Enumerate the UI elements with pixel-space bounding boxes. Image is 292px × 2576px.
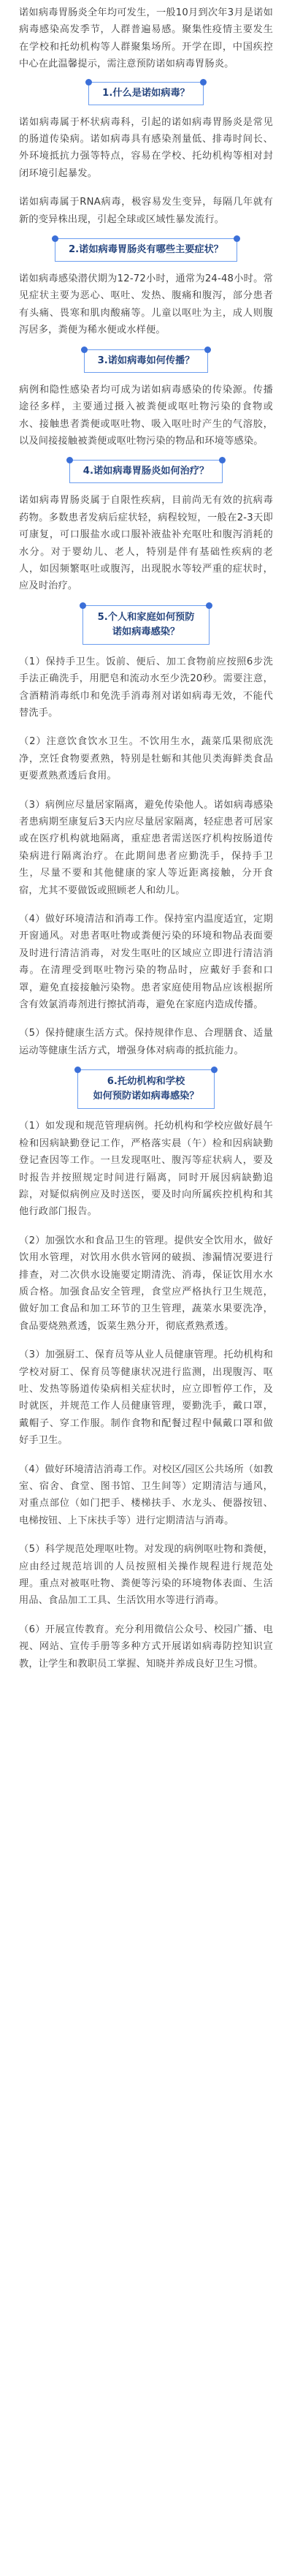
- intro-paragraph: 诺如病毒胃肠炎全年均可发生，一般10月到次年3月是诺如病毒感染高发季节，人群普遍易感。聚集性疫情主要发生在学校和托幼机构等人群聚集场所。开学在即，中国疾控中心在此温馨提示，需注意预防诺如病毒胃肠炎。: [19, 7, 273, 70]
- heading-text: 2.诺如病毒胃肠炎有哪些主要症状？: [69, 244, 223, 256]
- paragraph: 诺如病毒属于杯状病毒科，引起的诺如病毒胃肠炎是常见的肠道传染病。诺如病毒具有感染剂量低、排毒时间长、外环境抵抗力强等特点，容易在学校、托幼机构等相对封闭环境引起暴发。: [19, 116, 273, 179]
- heading-text: 4.诺如病毒胃肠炎如何治疗？: [82, 466, 210, 477]
- paragraph: （1）保持手卫生。饭前、便后、加工食物前应按照6步洗手法正确洗手，用肥皂和流动水至少洗20秒。需要注意，含酒精消毒纸巾和免洗手消毒剂对诺如病毒无效，不能代替洗手。: [19, 656, 273, 719]
- heading-text: 1.什么是诺如病毒？: [102, 87, 190, 99]
- heading-text-line-2: 如何预防诺如病毒感染？: [93, 1091, 199, 1102]
- heading-text-line-2: 诺如病毒感染？: [112, 626, 180, 637]
- section-heading: [77, 1069, 214, 1109]
- heading-dot-decoration: [234, 235, 240, 242]
- paragraph: 诺如病毒属于RNA病毒，极容易发生变异，每隔几年就有新的变异株出现，引起全球或区域性暴发流行。: [19, 197, 273, 225]
- paragraph: 诺如病毒胃肠炎属于自限性疾病，目前尚无有效的抗病毒药物。多数患者发病后症状轻，病程较短，一般在2-3天即可康复，可口服盐水或口服补液盐补充呕吐和腹泻消耗的水分。对于婴幼儿、老人，特别是伴有基础性疾病的老人，如因频繁呕吐或腹泻，出现脱水等较严重的症状时，应及时治疗。: [19, 495, 273, 592]
- section-heading: [84, 349, 209, 373]
- heading-dot-decoration: [200, 79, 207, 86]
- heading-dot-decoration: [74, 1067, 81, 1073]
- section-what-is-norovirus: [19, 82, 273, 228]
- paragraph: （5）保持健康生活方式。保持规律作息、合理膳食、适量运动等健康生活方式，增强身体对病毒的抵抗能力。: [19, 1028, 273, 1056]
- heading-dot-decoration: [204, 346, 211, 353]
- section-heading: [88, 82, 204, 105]
- paragraph: （4）做好环境清洁消毒工作。对校区/园区公共场所（如教室、宿舍、食堂、图书馆、卫生间等）定期清洁与通风，对重点部位（如门把手、楼梯扶手、水龙头、便器按钮、电梯按钮、上下床扶手等）进行定期清洁与消毒。: [19, 1463, 273, 1526]
- paragraph: （4）做好环境清洁和消毒工作。保持室内温度适宜，定期开窗通风。对患者呕吐物或粪便污染的环境和物品表面要及时进行清洁消毒，对发生呕吐的区域应立即进行清洁消毒。在清理受到呕吐物污染的物品时，应戴好手套和口罩，避免直接接触污染物。患者家庭使用物品应该根据所含有效氯消毒剂进行擦拭消毒，避免在家庭内造成传播。: [19, 914, 273, 1011]
- paragraph: 病例和隐性感染者均可成为诺如病毒感染的传染源。传播途径多样，主要通过摄入被粪便或呕吐物污染的食物或水、接触患者粪便或呕吐物、吸入呕吐时产生的气溶胶，以及间接接触被粪便或呕吐物污染的物品和环境等感染。: [19, 384, 273, 447]
- heading-text-line-1: 6.托幼机构和学校: [107, 1076, 185, 1088]
- heading-dot-decoration: [81, 346, 88, 353]
- heading-dot-decoration: [52, 235, 58, 242]
- heading-dot-decoration: [219, 457, 226, 463]
- section-transmission: [19, 349, 273, 450]
- paragraph: （5）科学规范处理呕吐物。对发现的病例呕吐物和粪便，应由经过规范培训的人员按照相关操作规程进行规范处理。重点对被呕吐物、粪便等污染的环境物体表面、生活用品、食品加工工具、生活饮用水等进行消毒。: [19, 1544, 273, 1607]
- section-school-prevention: [19, 1069, 273, 1672]
- section-heading: [82, 605, 210, 645]
- section-treatment: [19, 460, 273, 594]
- section-heading: [69, 460, 223, 483]
- heading-dot-decoration: [206, 602, 212, 609]
- heading-dot-decoration: [211, 1067, 218, 1073]
- paragraph: （2）注意饮食饮水卫生。不饮用生水，蔬菜瓜果彻底洗净，烹饪食物要煮熟，特别是牡蛎和其他贝类海鲜类食品更要煮熟煮透后食用。: [19, 736, 273, 782]
- paragraph: （3）病例应尽量居家隔离，避免传染他人。诺如病毒感染者患病期至康复后3天内应尽量居家隔离，轻症患者可居家或在医疗机构就地隔离，重症患者需送医疗机构按肠道传染病进行隔离治疗。在此期间患者应勤洗手，保持手卫生，尽量不要和其他健康的家人等近距离接触，分开食宿，尤其不要做饭或照顾老人和幼儿。: [19, 799, 273, 896]
- paragraph: （1）如发现和规范管理病例。托幼机构和学校应做好晨午检和因病缺勤登记工作，严格落实晨（午）检和因病缺勤登记查因等工作。一旦发现呕吐、腹泻等症状病人，要及时报告并按照规定时间进行隔离，同时开展因病缺勤追踪，对疑似病例应及时送医，要及时向所属疾控机构和其他行政部门报告。: [19, 1121, 273, 1218]
- paragraph: （6）开展宣传教育。充分利用微信公众号、校园广播、电视、网站、宣传手册等多种方式开展诺如病毒防控知识宣教，让学生和教职员工掌握、知晓并养成良好卫生习惯。: [19, 1624, 273, 1670]
- heading-text-line-1: 5.个人和家庭如何预防: [97, 611, 195, 623]
- paragraph: 诺如病毒感染潜伏期为12-72小时，通常为24-48小时。常见症状主要为恶心、呕吐、发热、腹痛和腹泻，部分患者有头痛、畏寒和肌肉酸痛等。儿童以呕吐为主，成人则腹泻居多，粪便为稀水便或水样便。: [19, 273, 273, 336]
- heading-dot-decoration: [66, 457, 73, 463]
- paragraph: （2）加强饮水和食品卫生的管理。提供安全饮用水，做好饮用水管理，对饮用水供水管网的破损、渗漏情况要进行排查，对二次供水设施要定期清洗、消毒，保证饮用水水质合格。加强食品安全管理，食堂应严格执行卫生规范，做好加工食品和加工环节的卫生管理，蔬菜水果要洗净，食品要烧熟煮透，饭菜生熟分开，彻底煮熟煮透。: [19, 1235, 273, 1332]
- section-symptoms: [19, 238, 273, 339]
- heading-dot-decoration: [80, 602, 86, 609]
- section-heading: [55, 238, 237, 262]
- heading-dot-decoration: [85, 79, 92, 86]
- paragraph: （3）加强厨工、保育员等从业人员健康管理。托幼机构和学校对厨工、保育员等健康状况进行监测，出现腹泻、呕吐、发热等肠道传染病相关症状时，应立即暂停工作，及时就医，并规范工作人员健康管理，要勤洗手，戴口罩，戴帽子、穿工作服。制作食物和配餐过程中佩戴口罩和做好手卫生。: [19, 1349, 273, 1447]
- section-personal-prevention: [19, 605, 273, 1060]
- heading-text: 3.诺如病毒如何传播？: [97, 355, 195, 366]
